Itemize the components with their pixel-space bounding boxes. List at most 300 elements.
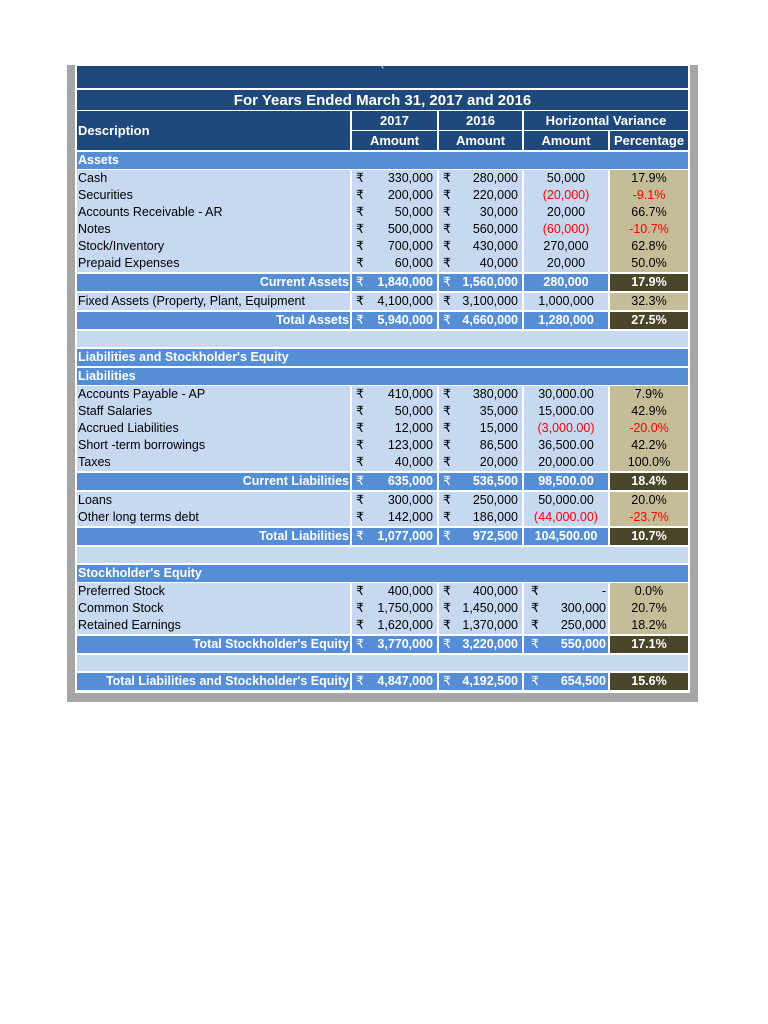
left-page-border: [67, 65, 75, 702]
amount-2016-header: Amount: [439, 131, 522, 150]
variance-percentage-header: Percentage: [610, 131, 688, 150]
amount-2016-cell: [439, 255, 522, 272]
table-body: [77, 150, 688, 690]
amount-2016-cell: [439, 187, 522, 204]
currency-symbol: ₹: [356, 637, 364, 652]
variance-amount-value: 50,000.00: [538, 493, 594, 508]
description-cell: [77, 454, 350, 471]
amount-value: 123,000: [387, 438, 433, 453]
table-row-other-long-terms-debt: [77, 509, 688, 526]
table-row-accrued-liabilities: [77, 420, 688, 437]
variance-percentage-cell: [610, 187, 688, 204]
amount-value: 1,560,000: [462, 275, 518, 290]
variance-amount-cell: [524, 636, 608, 653]
total-row-current-assets: [77, 274, 688, 291]
variance-amount-cell: [524, 386, 608, 403]
currency-symbol: ₹: [443, 474, 451, 489]
currency-symbol: ₹: [356, 404, 364, 419]
description-cell: [77, 221, 350, 238]
amount-2017-cell: [352, 238, 437, 255]
amount-2016-cell: [439, 636, 522, 653]
row-label: Loans: [78, 493, 113, 508]
variance-amount-cell: [524, 420, 608, 437]
table-row-retained-earnings: [77, 617, 688, 634]
variance-amount-cell: [524, 617, 608, 634]
variance-percentage-cell: [610, 673, 688, 690]
variance-percentage-cell: [610, 600, 688, 617]
amount-2016-cell: [439, 437, 522, 454]
amount-value: 500,000: [387, 222, 433, 237]
table-row-short-term-borrowings: [77, 437, 688, 454]
amount-2016-cell: [439, 454, 522, 471]
total-row-total-assets: [77, 312, 688, 329]
variance-amount-value: 15,000.00: [538, 404, 594, 419]
amount-2016-cell: [439, 274, 522, 291]
row-label: Accounts Payable - AP: [78, 387, 206, 402]
currency-symbol: ₹: [443, 313, 451, 328]
variance-percentage-value: 17.1%: [631, 637, 667, 652]
variance-amount-value: (44,000.00): [534, 510, 598, 525]
amount-value: 20,000: [479, 455, 518, 470]
amount-value: 86,500: [479, 438, 518, 453]
section-label: Liabilities and Stockholder's Equity: [78, 350, 289, 365]
table-row-taxes: [77, 454, 688, 471]
currency-symbol: ₹: [443, 438, 451, 453]
currency-symbol: ₹: [356, 529, 364, 544]
description-cell: [77, 170, 350, 187]
variance-percentage-value: 100.0%: [627, 455, 671, 470]
amount-value: 50,000: [394, 404, 433, 419]
currency-symbol: ₹: [356, 674, 364, 689]
variance-amount-value: 104,500.00: [534, 529, 598, 544]
variance-percentage-cell: [610, 170, 688, 187]
variance-percentage-value: 42.9%: [631, 404, 667, 419]
amount-2016-cell: [439, 528, 522, 545]
table-row-cash: [77, 170, 688, 187]
amount-2016-cell: [439, 312, 522, 329]
variance-amount-value: (60,000): [542, 222, 590, 237]
amount-2017-cell: [352, 386, 437, 403]
variance-percentage-cell: [610, 420, 688, 437]
amount-2017-cell: [352, 673, 437, 690]
variance-percentage-value: 7.9%: [634, 387, 664, 402]
variance-amount-value: 300,000: [560, 601, 606, 616]
currency-symbol: ₹: [356, 171, 364, 186]
variance-percentage-value: 17.9%: [631, 171, 667, 186]
amount-value: 40,000: [394, 455, 433, 470]
amount-value: 3,100,000: [462, 294, 518, 309]
amount-2016-cell: [439, 492, 522, 509]
variance-percentage-value: 42.2%: [631, 438, 667, 453]
top-bar: [77, 66, 688, 88]
variance-amount-cell: [524, 673, 608, 690]
total-row-total-stockholder-s-equity: [77, 636, 688, 653]
section-label: Liabilities: [78, 369, 136, 384]
variance-amount-cell: [524, 312, 608, 329]
variance-percentage-cell: [610, 636, 688, 653]
currency-symbol: ₹: [356, 387, 364, 402]
amount-2017-cell: [352, 600, 437, 617]
description-cell: [77, 312, 350, 329]
variance-amount-cell: [524, 187, 608, 204]
variance-amount-value: 36,500.00: [538, 438, 594, 453]
table-row-prepaid-expenses: [77, 255, 688, 272]
currency-symbol: ₹: [356, 584, 364, 599]
amount-2017-cell: [352, 454, 437, 471]
row-label: Taxes: [78, 455, 111, 470]
description-cell: [77, 293, 350, 310]
variance-amount-cell: [524, 454, 608, 471]
description-cell: [77, 473, 350, 490]
variance-amount-value: 20,000: [546, 205, 586, 220]
variance-amount-value: 20,000.00: [538, 455, 594, 470]
currency-symbol: ₹: [531, 584, 539, 599]
row-label: Preferred Stock: [78, 584, 165, 599]
right-page-border: [690, 65, 698, 702]
variance-percentage-value: -9.1%: [632, 188, 666, 203]
currency-symbol: ₹: [356, 601, 364, 616]
variance-percentage-cell: [610, 528, 688, 545]
variance-amount-value: 250,000: [560, 618, 606, 633]
amount-2017-cell: [352, 528, 437, 545]
top-mark: `: [380, 64, 385, 79]
currency-symbol: ₹: [356, 205, 364, 220]
amount-value: 1,077,000: [377, 529, 433, 544]
currency-symbol: ₹: [356, 421, 364, 436]
amount-2016-cell: [439, 170, 522, 187]
amount-2016-cell: [439, 617, 522, 634]
description-cell: [77, 238, 350, 255]
amount-value: 1,750,000: [377, 601, 433, 616]
description-cell: [77, 528, 350, 545]
total-row-total-liabilities-and-stockholder-s-equity: [77, 673, 688, 690]
currency-symbol: ₹: [443, 618, 451, 633]
section-header-liabilities: [77, 368, 688, 385]
variance-percentage-value: 0.0%: [634, 584, 664, 599]
amount-value: 400,000: [472, 584, 518, 599]
amount-value: 4,192,500: [462, 674, 518, 689]
currency-symbol: ₹: [356, 474, 364, 489]
table-row-common-stock: [77, 600, 688, 617]
currency-symbol: ₹: [443, 239, 451, 254]
column-header: [77, 111, 688, 150]
table-row-loans: [77, 492, 688, 509]
currency-symbol: ₹: [443, 275, 451, 290]
variance-percentage-cell: [610, 437, 688, 454]
variance-percentage-cell: [610, 293, 688, 310]
amount-2016-cell: [439, 386, 522, 403]
variance-percentage-cell: [610, 221, 688, 238]
variance-amount-cell: [524, 274, 608, 291]
variance-amount-value: 50,000: [546, 171, 586, 186]
table-row-fixed-assets-property-plant-equipment: [77, 293, 688, 310]
variance-amount-cell: [524, 221, 608, 238]
variance-amount-value: (3,000.00): [537, 421, 595, 436]
row-label: Total Assets: [276, 313, 349, 328]
variance-amount-cell: [524, 509, 608, 526]
amount-value: 1,370,000: [462, 618, 518, 633]
amount-value: 280,000: [472, 171, 518, 186]
amount-value: 1,620,000: [377, 618, 433, 633]
variance-amount-cell: [524, 170, 608, 187]
amount-2016-cell: [439, 583, 522, 600]
amount-value: 635,000: [387, 474, 433, 489]
currency-symbol: ₹: [443, 404, 451, 419]
amount-value: 4,660,000: [462, 313, 518, 328]
variance-amount-header: Amount: [524, 131, 608, 150]
currency-symbol: ₹: [443, 205, 451, 220]
currency-symbol: ₹: [443, 188, 451, 203]
amount-value: 15,000: [479, 421, 518, 436]
currency-symbol: ₹: [531, 637, 539, 652]
amount-value: 4,100,000: [377, 294, 433, 309]
row-label: Prepaid Expenses: [78, 256, 180, 271]
currency-symbol: ₹: [443, 584, 451, 599]
currency-symbol: ₹: [356, 313, 364, 328]
amount-2017-cell: [352, 437, 437, 454]
amount-2017-cell: [352, 492, 437, 509]
table-row-stock-inventory: [77, 238, 688, 255]
total-row-current-liabilities: [77, 473, 688, 490]
amount-2017-cell: [352, 221, 437, 238]
amount-2016-cell: [439, 293, 522, 310]
variance-percentage-cell: [610, 312, 688, 329]
amount-2017-cell: [352, 255, 437, 272]
description-cell: [77, 673, 350, 690]
variance-amount-cell: [524, 238, 608, 255]
currency-symbol: ₹: [443, 674, 451, 689]
description-cell: [77, 204, 350, 221]
currency-symbol: ₹: [356, 510, 364, 525]
spacer-row: [77, 655, 688, 671]
row-label: Current Assets: [259, 275, 349, 290]
amount-value: 410,000: [387, 387, 433, 402]
currency-symbol: ₹: [356, 256, 364, 271]
variance-amount-cell: [524, 600, 608, 617]
currency-symbol: ₹: [443, 601, 451, 616]
currency-symbol: ₹: [443, 637, 451, 652]
variance-percentage-value: 15.6%: [631, 674, 667, 689]
currency-symbol: ₹: [356, 222, 364, 237]
variance-percentage-cell: [610, 255, 688, 272]
variance-percentage-cell: [610, 583, 688, 600]
amount-value: 400,000: [387, 584, 433, 599]
row-label: Accounts Receivable - AR: [78, 205, 223, 220]
amount-2016-cell: [439, 221, 522, 238]
section-header-assets: [77, 152, 688, 169]
amount-value: 560,000: [472, 222, 518, 237]
variance-amount-value: 30,000.00: [538, 387, 594, 402]
row-label: Fixed Assets (Property, Plant, Equipment: [78, 294, 305, 309]
row-label: Total Liabilities: [258, 529, 349, 544]
total-row-total-liabilities: [77, 528, 688, 545]
amount-value: 1,450,000: [462, 601, 518, 616]
currency-symbol: ₹: [443, 455, 451, 470]
variance-amount-cell: [524, 583, 608, 600]
variance-percentage-value: 27.5%: [631, 313, 667, 328]
amount-2017-cell: [352, 187, 437, 204]
table-row-securities: [77, 187, 688, 204]
amount-value: 300,000: [387, 493, 433, 508]
amount-2017-cell: [352, 293, 437, 310]
amount-2017-cell: [352, 420, 437, 437]
variance-percentage-value: 50.0%: [631, 256, 667, 271]
amount-2016-cell: [439, 509, 522, 526]
description-cell: [77, 187, 350, 204]
variance-amount-value: 1,000,000: [538, 294, 594, 309]
row-label: Staff Salaries: [78, 404, 153, 419]
amount-2017-cell: [352, 403, 437, 420]
row-label: Securities: [78, 188, 133, 203]
currency-symbol: ₹: [443, 510, 451, 525]
table-row-accounts-payable-ap: [77, 386, 688, 403]
amount-2016-cell: [439, 420, 522, 437]
row-label: Retained Earnings: [78, 618, 181, 633]
amount-2016-cell: [439, 403, 522, 420]
amount-2017-cell: [352, 274, 437, 291]
row-label: Short -term borrowings: [78, 438, 206, 453]
amount-value: 60,000: [394, 256, 433, 271]
variance-amount-value: 654,500: [560, 674, 606, 689]
currency-symbol: ₹: [531, 618, 539, 633]
amount-value: 972,500: [472, 529, 518, 544]
variance-percentage-value: 10.7%: [631, 529, 667, 544]
description-cell: [77, 583, 350, 600]
description-cell: [77, 403, 350, 420]
spacer-row: [77, 547, 688, 563]
variance-percentage-cell: [610, 509, 688, 526]
amount-2016-cell: [439, 473, 522, 490]
amount-2017-cell: [352, 617, 437, 634]
amount-2017-cell: [352, 509, 437, 526]
table-row-preferred-stock: [77, 583, 688, 600]
variance-percentage-value: 32.3%: [631, 294, 667, 309]
row-label: Other long terms debt: [78, 510, 199, 525]
currency-symbol: ₹: [531, 674, 539, 689]
amount-value: 250,000: [472, 493, 518, 508]
amount-value: 142,000: [387, 510, 433, 525]
variance-percentage-cell: [610, 454, 688, 471]
variance-amount-cell: [524, 528, 608, 545]
variance-percentage-cell: [610, 617, 688, 634]
variance-percentage-value: 20.7%: [631, 601, 667, 616]
amount-2017-cell: [352, 312, 437, 329]
currency-symbol: ₹: [443, 256, 451, 271]
table-row-notes: [77, 221, 688, 238]
variance-percentage-cell: [610, 274, 688, 291]
amount-value: 50,000: [394, 205, 433, 220]
amount-value: 380,000: [472, 387, 518, 402]
variance-amount-cell: [524, 473, 608, 490]
currency-symbol: ₹: [443, 387, 451, 402]
description-header: Description: [77, 111, 350, 150]
variance-amount-cell: [524, 437, 608, 454]
currency-symbol: ₹: [443, 171, 451, 186]
variance-percentage-cell: [610, 473, 688, 490]
description-cell: [77, 617, 350, 634]
section-label: Stockholder's Equity: [78, 566, 202, 581]
amount-2016-cell: [439, 204, 522, 221]
amount-value: 200,000: [387, 188, 433, 203]
variance-percentage-cell: [610, 204, 688, 221]
currency-symbol: ₹: [443, 294, 451, 309]
table-row-accounts-receivable-ar: [77, 204, 688, 221]
variance-percentage-value: -10.7%: [629, 222, 669, 237]
currency-symbol: ₹: [356, 275, 364, 290]
variance-amount-cell: [524, 293, 608, 310]
variance-amount-value: 98,500.00: [538, 474, 594, 489]
description-cell: [77, 386, 350, 403]
currency-symbol: ₹: [443, 493, 451, 508]
amount-value: 30,000: [479, 205, 518, 220]
variance-percentage-cell: [610, 492, 688, 509]
variance-percentage-value: -23.7%: [629, 510, 669, 525]
variance-percentage-cell: [610, 386, 688, 403]
currency-symbol: ₹: [443, 421, 451, 436]
variance-amount-value: 280,000: [543, 275, 589, 290]
amount-2016-cell: [439, 673, 522, 690]
description-cell: [77, 255, 350, 272]
variance-amount-value: (20,000): [542, 188, 590, 203]
variance-percentage-value: 62.8%: [631, 239, 667, 254]
year-2016-header: 2016: [439, 111, 522, 130]
amount-value: 700,000: [387, 239, 433, 254]
description-cell: [77, 600, 350, 617]
currency-symbol: ₹: [356, 438, 364, 453]
variance-percentage-value: 20.0%: [631, 493, 667, 508]
balance-sheet-table: [77, 66, 688, 690]
variance-percentage-cell: [610, 403, 688, 420]
amount-2017-cell: [352, 583, 437, 600]
row-label: Cash: [78, 171, 108, 186]
variance-amount-value: 20,000: [546, 256, 586, 271]
row-label: Total Liabilities and Stockholder's Equity: [105, 674, 349, 689]
amount-value: 430,000: [472, 239, 518, 254]
section-header-stockholder-s-equity: [77, 565, 688, 582]
row-label: Total Stockholder's Equity: [192, 637, 349, 652]
spacer-row: [77, 331, 688, 347]
currency-symbol: ₹: [356, 294, 364, 309]
amount-value: 3,220,000: [462, 637, 518, 652]
row-label: Accrued Liabilities: [78, 421, 179, 436]
variance-percentage-value: -20.0%: [629, 421, 669, 436]
currency-symbol: ₹: [356, 618, 364, 633]
currency-symbol: ₹: [356, 239, 364, 254]
amount-value: 330,000: [387, 171, 433, 186]
amount-value: 1,840,000: [377, 275, 433, 290]
description-cell: [77, 274, 350, 291]
amount-value: 35,000: [479, 404, 518, 419]
currency-symbol: ₹: [356, 455, 364, 470]
description-cell: [77, 420, 350, 437]
currency-symbol: ₹: [443, 529, 451, 544]
description-cell: [77, 509, 350, 526]
variance-percentage-cell: [610, 238, 688, 255]
variance-amount-cell: [524, 255, 608, 272]
amount-2017-cell: [352, 636, 437, 653]
section-label: Assets: [78, 153, 119, 168]
amount-value: 4,847,000: [377, 674, 433, 689]
variance-amount-cell: [524, 204, 608, 221]
amount-2017-header: Amount: [352, 131, 437, 150]
year-2017-header: 2017: [352, 111, 437, 130]
description-cell: [77, 437, 350, 454]
table-title: For Years Ended March 31, 2017 and 2016: [77, 90, 688, 110]
bottom-page-border: [67, 693, 698, 702]
row-label: Notes: [78, 222, 111, 237]
variance-percentage-value: 18.2%: [631, 618, 667, 633]
variance-percentage-value: 18.4%: [631, 474, 667, 489]
